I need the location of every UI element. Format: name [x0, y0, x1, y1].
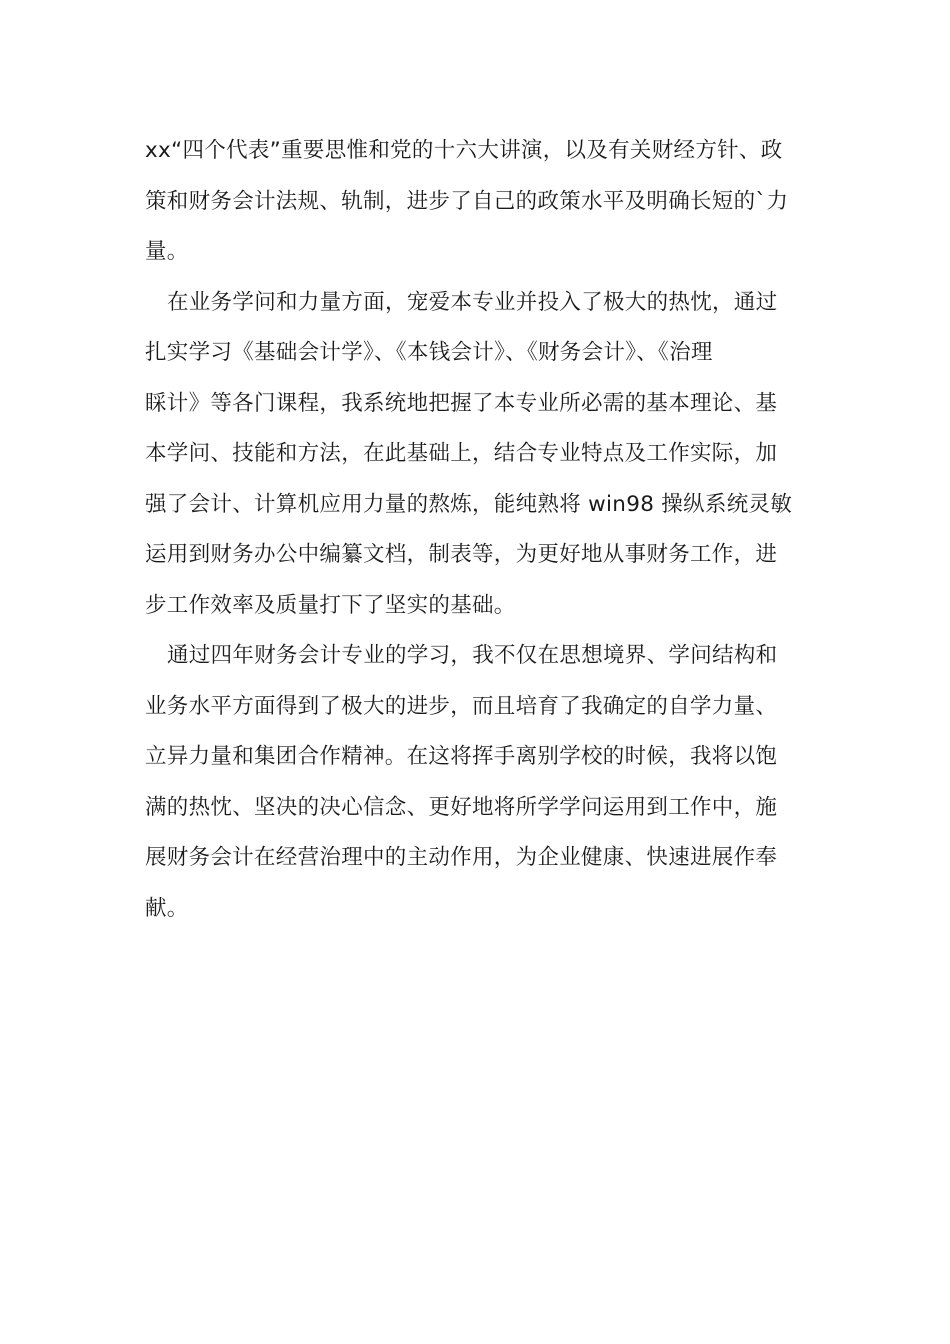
text-line: 本学问、技能和方法，在此基础上，结合专业特点及工作实际，加 [145, 441, 778, 466]
text-line: 步工作效率及质量打下了坚实的基础。 [145, 592, 516, 618]
text-line: 策和财务会计法规、轨制，进步了自己的政策水平及明确长短的`力 [145, 188, 789, 214]
paragraph-professional-study [145, 278, 810, 632]
text-line: 献。 [145, 895, 189, 921]
text-line: 业务水平方面得到了极大的进步，而且培育了我确定的自学力量、 [145, 693, 778, 719]
document-body [145, 126, 810, 934]
text-line: 立异力量和集团合作精神。在这将挥手离别学校的时候，我将以饱 [145, 744, 778, 769]
paragraph-political-study [145, 126, 810, 278]
paragraph-conclusion [145, 631, 810, 934]
text-line: 在业务学问和力量方面，宠爱本专业并投入了极大的热忱，通过 [167, 289, 778, 315]
text-line: 运用到财务办公中编纂文档，制表等，为更好地从事财务工作，进 [145, 542, 778, 567]
text-line: 睬计》等各门课程，我系统地把握了本专业所必需的基本理论、基 [145, 390, 778, 416]
text-line: 量。 [145, 239, 189, 264]
text-line: 展财务会计在经营治理中的主动作用，为企业健康、快速进展作奉 [145, 845, 778, 870]
text-line: 强了会计、计算机应用力量的熬炼，能纯熟将 win98 操纵系统灵敏 [145, 491, 793, 517]
text-line: 满的热忱、坚决的决心信念、更好地将所学学问运用到工作中，施 [145, 794, 778, 820]
text-line: 通过四年财务会计专业的学习，我不仅在思想境界、学问结构和 [167, 643, 778, 668]
text-line: 扎实学习《基础会计学》、《本钱会计》、《财务会计》、《治理 [145, 340, 713, 365]
text-line: xx“四个代表”重要思惟和党的十六大讲演，以及有关财经方针、政 [145, 138, 783, 163]
